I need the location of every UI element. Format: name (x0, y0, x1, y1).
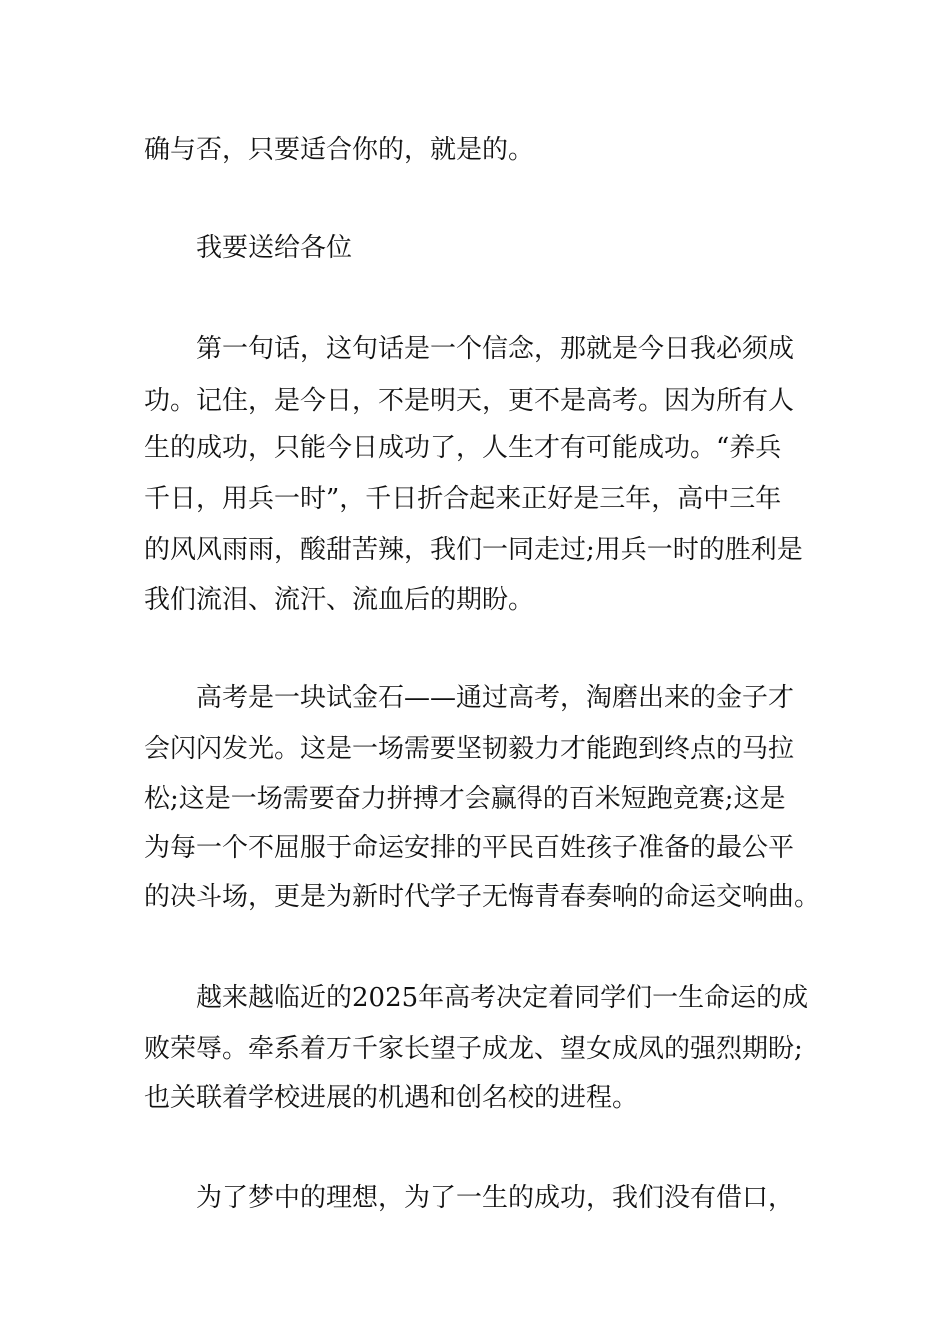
text-line-content: 松;这是一场需要奋力拼搏才会赢得的百米短跑竞赛;这是 (144, 784, 786, 814)
text-line (0, 734, 950, 764)
text-line-content: 的风风雨雨，酸甜苦辣，我们一同走过;用兵一时的胜利是 (144, 535, 803, 565)
text-line-content: 会闪闪发光。这是一场需要坚韧毅力才能跑到终点的马拉 (144, 734, 795, 764)
text-line-content: 越来越临近的2025年高考决定着同学们一生命运的成 (196, 983, 809, 1013)
text-line (0, 386, 950, 416)
text-line-content: 为每一个不屈服于命运安排的平民百姓孩子准备的最公平 (144, 833, 795, 863)
text-line (0, 535, 950, 565)
text-line-content: 生的成功，只能今日成功了，人生才有可能成功。“养兵 (144, 433, 782, 463)
text-line (0, 484, 950, 514)
text-line-content: 也关联着学校进展的机遇和创名校的进程。 (144, 1083, 639, 1113)
text-line-content: 千日，用兵一时”，千日折合起来正好是三年，高中三年 (144, 484, 782, 514)
text-line-content: 的决斗场，更是为新时代学子无悔青春奏响的命运交响曲。 (144, 882, 821, 912)
text-line (0, 683, 950, 713)
text-line (0, 1083, 950, 1113)
text-line (0, 833, 950, 863)
text-line-content: 我们流泪、流汗、流血后的期盼。 (144, 585, 535, 615)
text-line-content: 败荣辱。牵系着万千家长望子成龙、望女成凤的强烈期盼; (144, 1034, 803, 1064)
text-line (0, 784, 950, 814)
text-line (0, 233, 950, 263)
text-line (0, 135, 950, 165)
text-line-content: 为了梦中的理想，为了一生的成功，我们没有借口， (196, 1183, 795, 1213)
text-line (0, 585, 950, 615)
text-line-content: 第一句话，这句话是一个信念，那就是今日我必须成 (196, 334, 795, 364)
text-line (0, 433, 950, 463)
text-line (0, 983, 950, 1013)
text-line-content: 确与否，只要适合你的，就是的。 (144, 135, 535, 165)
text-line-content: 高考是一块试金石——通过高考，淘磨出来的金子才 (196, 683, 795, 713)
text-line-content: 功。记住，是今日，不是明天，更不是高考。因为所有人 (144, 386, 795, 416)
text-line-content: 我要送给各位 (196, 233, 353, 263)
text-line (0, 334, 950, 364)
text-line (0, 1034, 950, 1064)
text-line (0, 1183, 950, 1213)
text-line (0, 882, 950, 912)
